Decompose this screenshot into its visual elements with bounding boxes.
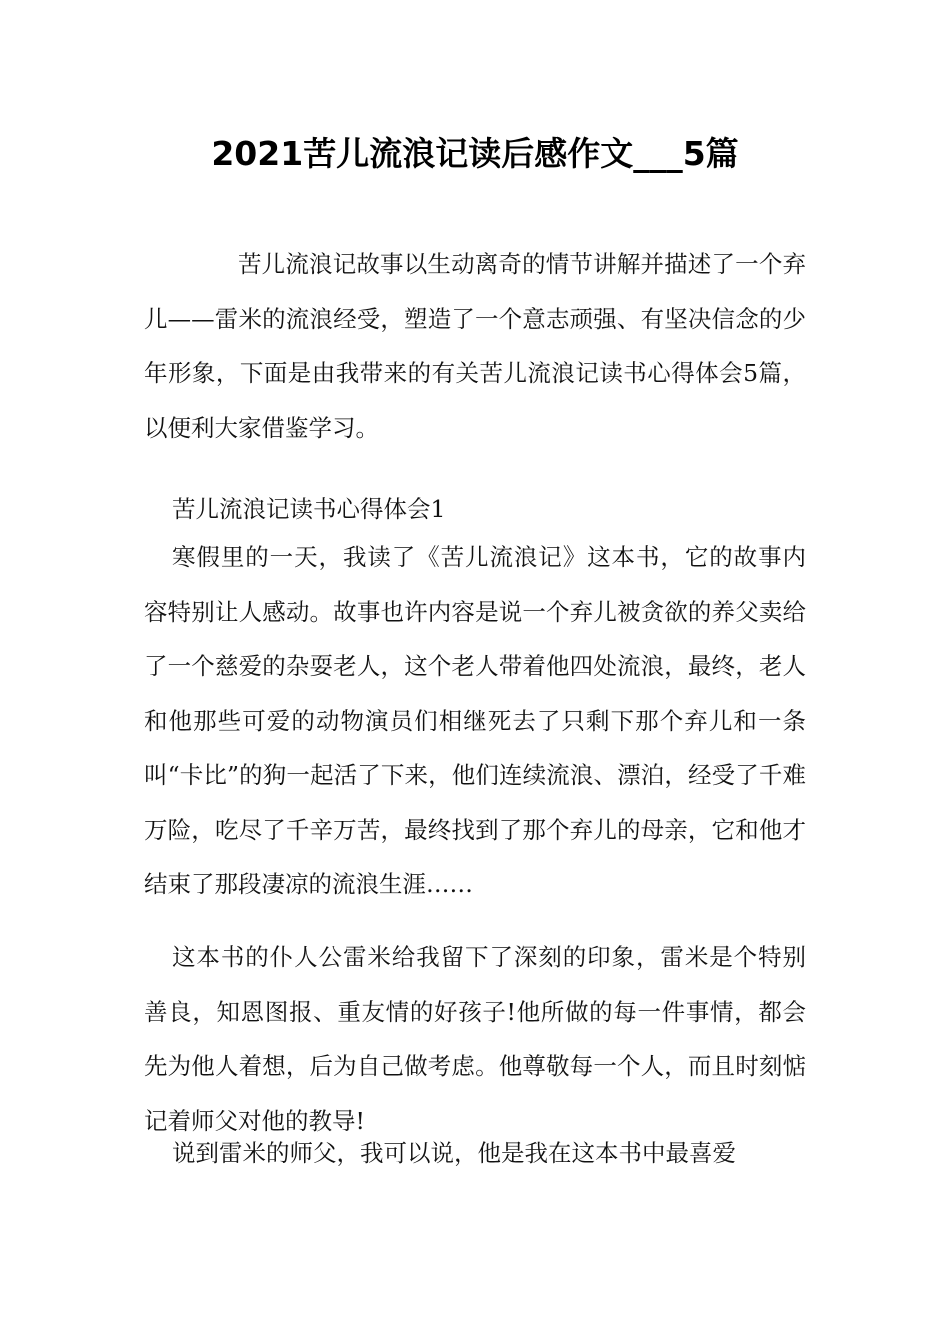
body-paragraph-3: 说到雷米的师父，我可以说，他是我在这本书中最喜爱 bbox=[172, 1139, 736, 1167]
intro-paragraph: 苦儿流浪记故事以生动离奇的情节讲解并描述了一个弃儿——雷米的流浪经受，塑造了一个意志顽强、有坚决信念的少年形象，下面是由我带来的有关苦儿流浪记读书心得体会5篇，以便利大家借鉴学习。 bbox=[144, 250, 806, 442]
section-heading: 苦儿流浪记读书心得体会1 bbox=[172, 495, 446, 523]
body-paragraph-1: 寒假里的一天，我读了《苦儿流浪记》这本书，它的故事内容特别让人感动。故事也许内容是说一个弃儿被贪欲的养父卖给了一个慈爱的杂耍老人，这个老人带着他四处流浪，最终，老人和他那些可爱的动物演员们相继死去了只剩下那个弃儿和一条叫“卡比”的狗一起活了下来，他们连续流浪、漂泊，经受了千难万险，吃尽了千辛万苦，最终找到了那个弃儿的母亲，它和他才结束了那段凄凉的流浪生涯…… bbox=[144, 543, 806, 898]
body-paragraph-2: 这本书的仆人公雷米给我留下了深刻的印象，雷米是个特别善良，知恩图报、重友情的好孩子!他所做的每一件事情，都会先为他人着想，后为自己做考虑。他尊敬每一个人，而且时刻惦记着师父对他的教导! bbox=[144, 943, 806, 1135]
document-title: 2021苦儿流浪记读后感作文___5篇 bbox=[211, 134, 739, 173]
